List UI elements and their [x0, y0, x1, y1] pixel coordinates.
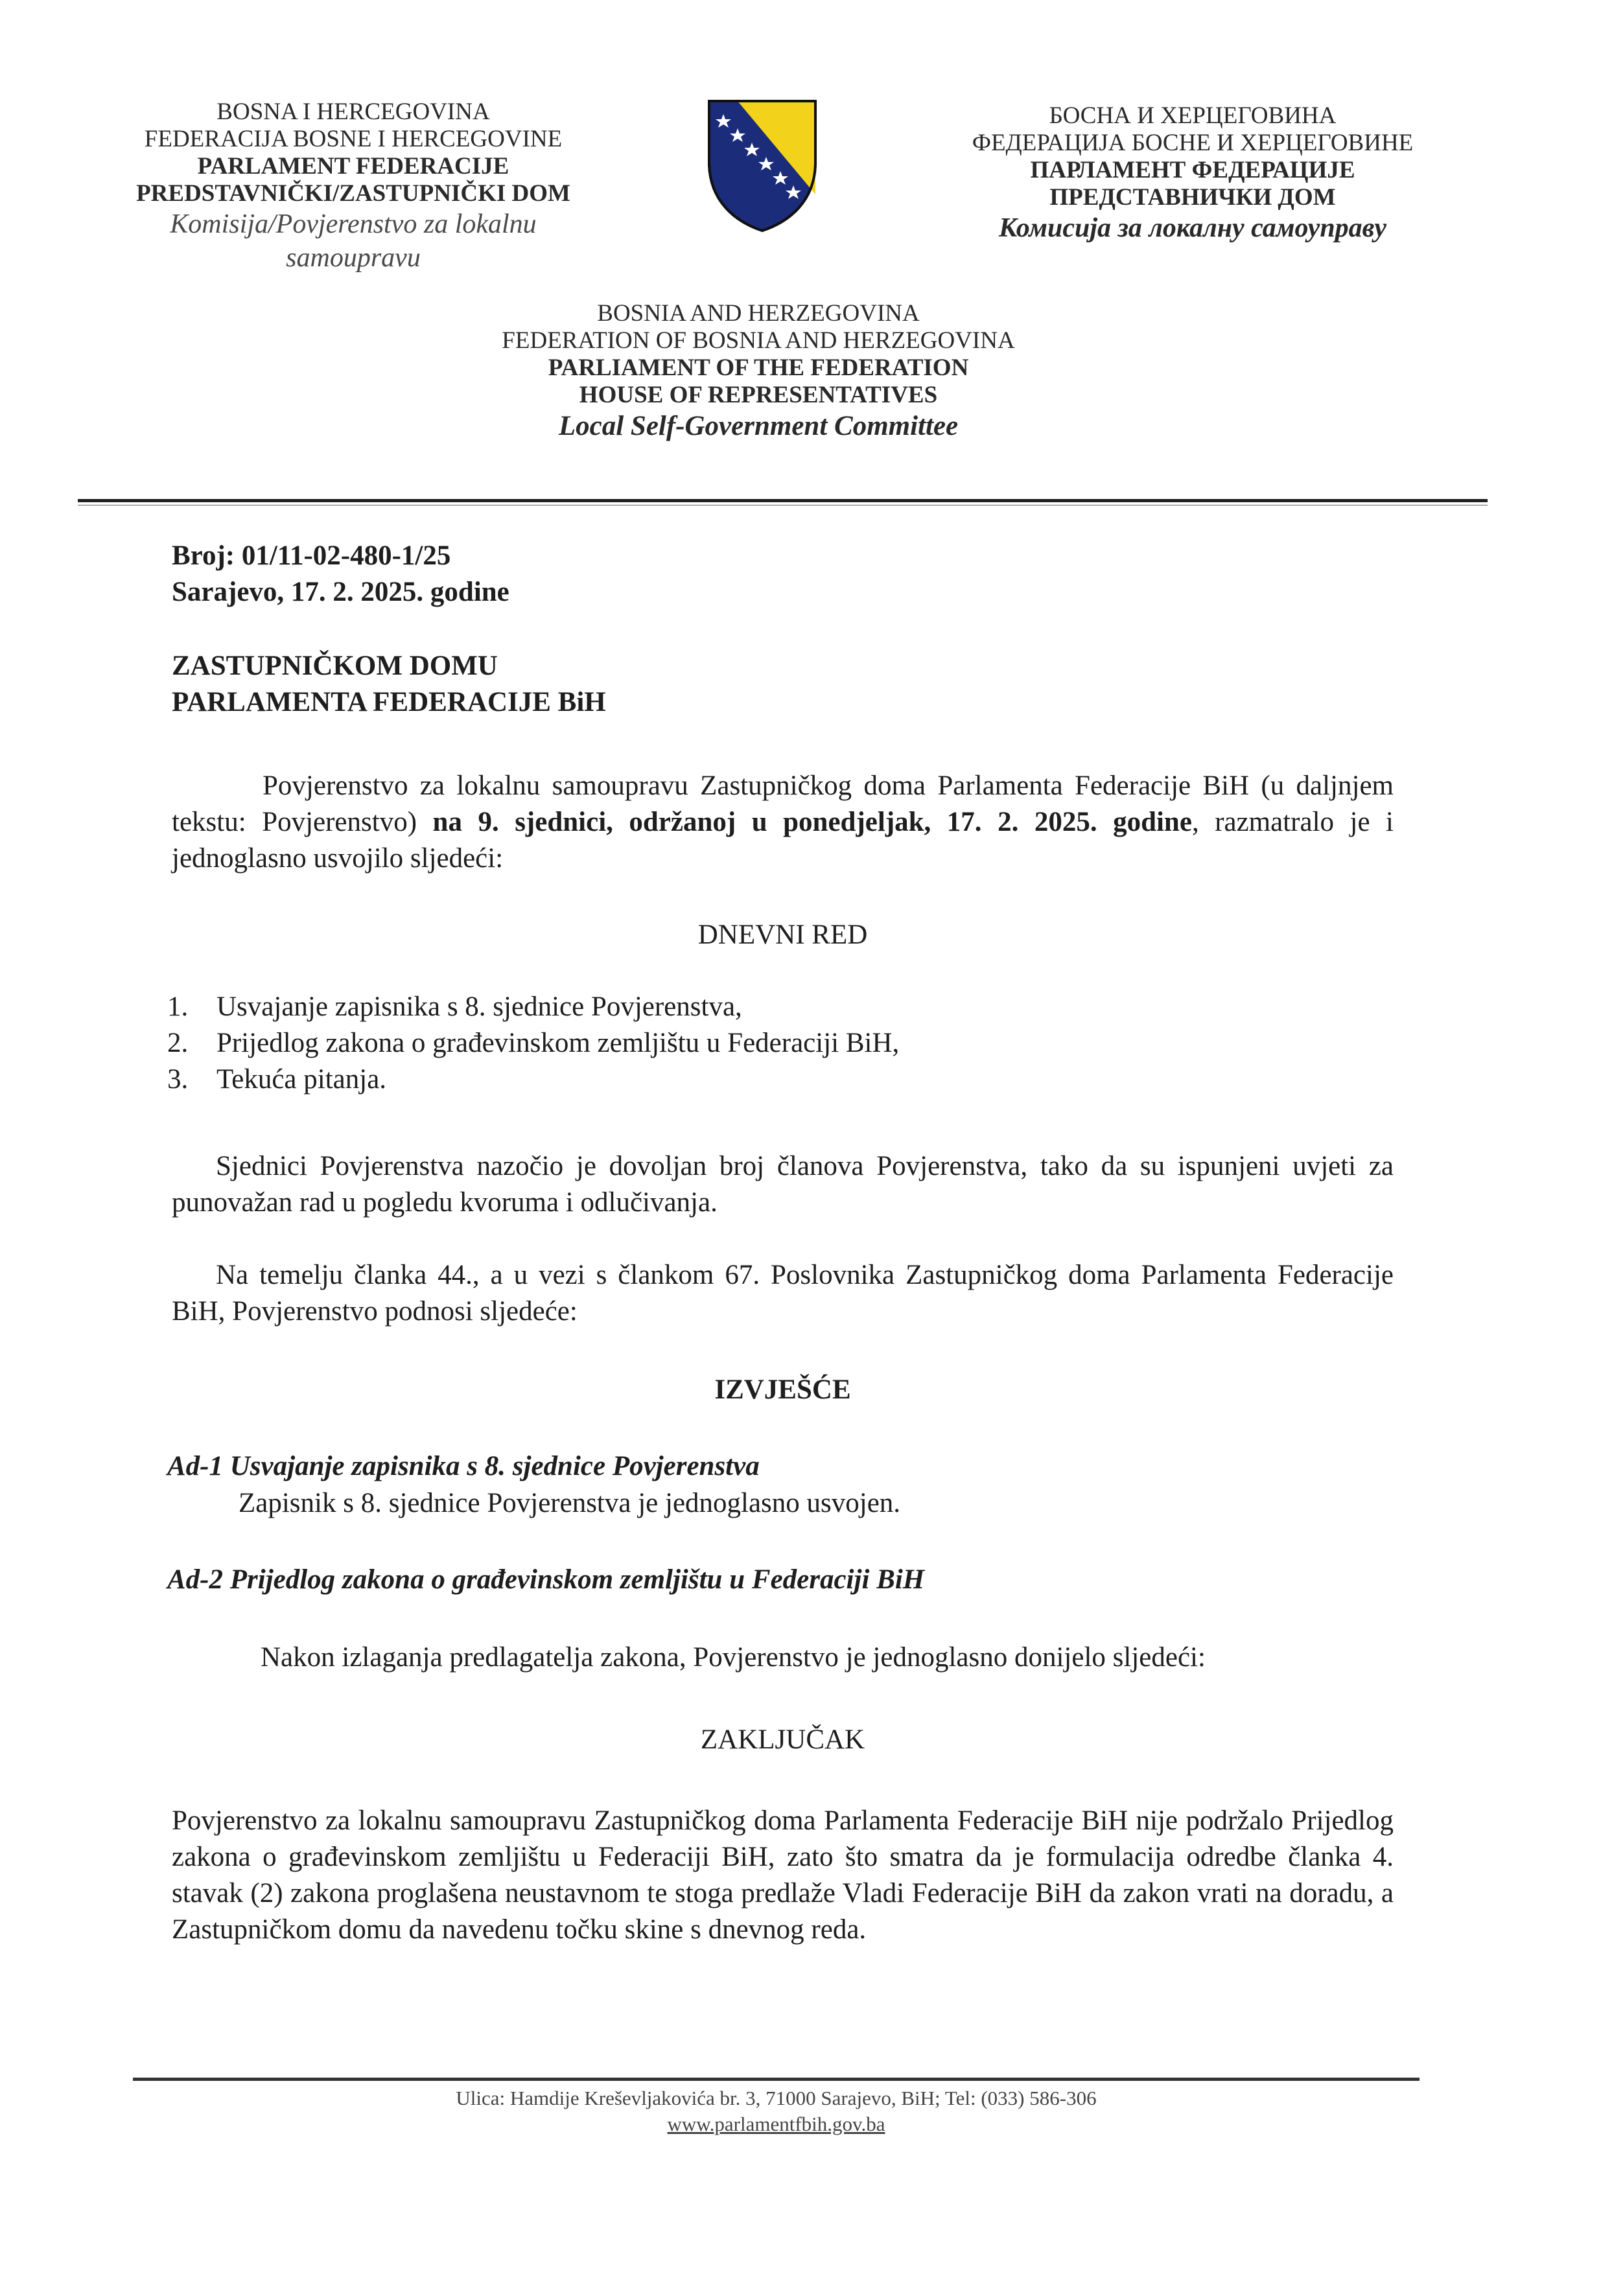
footer-website-link[interactable]: www.parlamentfbih.gov.ba: [667, 2113, 885, 2135]
report-title: IZVJEŠĆE: [714, 1374, 851, 1405]
header-divider: [78, 499, 1488, 502]
header-right-federation: ФЕДЕРАЦИЈА БОСНЕ И ХЕРЦЕГОВИНЕ: [972, 130, 1414, 156]
header-center-committee: Local Self-Government Committee: [558, 411, 959, 441]
header-right-committee: Комисија за локалну самоуправу: [998, 213, 1387, 243]
header-right-block: [933, 102, 1452, 245]
header-left-committee-cont: samoupravu: [286, 243, 421, 273]
reference-block: [172, 538, 1079, 610]
addressee-block: [172, 648, 1079, 721]
agenda-item-number: 3.: [167, 1064, 189, 1095]
agenda-item-number: 1.: [167, 991, 189, 1022]
agenda-item: [167, 989, 1204, 1025]
header-center-house: HOUSE OF REPRESENTATIVES: [579, 382, 938, 408]
header-right-country: БОСНА И ХЕРЦЕГОВИНА: [1049, 102, 1337, 129]
header-center-parliament: PARLIAMENT OF THE FEDERATION: [548, 354, 969, 381]
intro-paragraph: [172, 768, 1394, 877]
conclusion-title: ZAKLJUČAK: [700, 1724, 865, 1755]
footer: [133, 2085, 1420, 2137]
agenda-item: [167, 1061, 1204, 1098]
intro-text-1: Povjerenstvo za lokalnu samoupravu Zastupničkog doma Parlamenta Federacije BiH (u daljnjem tekstu: Povjerenstvo): [172, 771, 1394, 837]
addressee-line-2: PARLAMENTA FEDERACIJE BiH: [172, 687, 606, 717]
agenda-item-text: Tekuća pitanja.: [216, 1064, 387, 1095]
intro-session-info: na 9. sjednici, održanoj u ponedjeljak, 17. 2. 2025. godine: [432, 807, 1192, 837]
header-left-block: [91, 99, 616, 275]
ad1-text: Zapisnik s 8. sjednice Povjerenstva je jednoglasno usvojen.: [239, 1488, 901, 1518]
header-right-house: ПРЕДСТАВНИЧКИ ДОМ: [1049, 184, 1336, 211]
header-left-parliament: PARLAMENT FEDERACIJE: [197, 153, 509, 180]
coat-of-arms-icon: [705, 97, 819, 233]
ad2-heading: Ad-2 Prijedlog zakona o građevinskom zemljištu u Federaciji BiH: [167, 1564, 925, 1595]
footer-divider: [133, 2078, 1420, 2081]
header-right-parliament: ПАРЛАМЕНТ ФЕДЕРАЦИЈЕ: [1030, 157, 1355, 183]
ad1-heading: Ad-1 Usvajanje zapisnika s 8. sjednice Povjerenstva: [167, 1451, 760, 1481]
intro-text-2: , razmatralo je i jednoglasno usvojilo sljedeći:: [172, 807, 1394, 874]
header-center-country: BOSNIA AND HERZEGOVINA: [597, 300, 920, 327]
header-left-house: PREDSTAVNIČKI/ZASTUPNIČKI DOM: [136, 180, 570, 207]
basis-paragraph: Na temelju članka 44., a u vezi s člankom 67. Poslovnika Zastupničkog doma Parlamenta Federacije BiH, Povjerenstvo podnosi sljedeće:: [172, 1260, 1394, 1327]
header-left-country: BOSNA I HERCEGOVINA: [216, 99, 490, 125]
agenda-list: [167, 989, 1204, 1098]
ad2-text: Nakon izlaganja predlagatelja zakona, Povjerenstvo je jednoglasno donijelo sljedeći:: [261, 1642, 1206, 1673]
reference-number: Broj: 01/11-02-480-1/25: [172, 540, 451, 571]
quorum-paragraph: Sjednici Povjerenstva nazočio je dovoljan broj članova Povjerenstva, tako da su ispunjeni uvjeti za punovažan rad u pogledu kvoruma i odlučivanja.: [172, 1151, 1394, 1218]
reference-date: Sarajevo, 17. 2. 2025. godine: [172, 577, 509, 607]
conclusion-paragraph: Povjerenstvo za lokalnu samoupravu Zastupničkog doma Parlamenta Federacije BiH nije podržalo Prijedlog zakona o građevinskom zemljištu u Federaciji BiH, zato što smatra da je formulacija odredbe članka 4. stavak (2) zakona proglašena neustavnom te stoga predlaže Vladi Federacije BiH da zakon vrati na doradu, a Zastupničkom domu da navedenu točku skine s dnevnog reda.: [172, 1805, 1394, 1945]
agenda-item-number: 2.: [167, 1028, 189, 1058]
header-center-federation: FEDERATION OF BOSNIA AND HERZEGOVINA: [502, 327, 1015, 354]
header-center-block: [389, 300, 1128, 444]
agenda-item-text: Usvajanje zapisnika s 8. sjednice Povjerenstva,: [216, 991, 742, 1022]
header-left-committee: Komisija/Povjerenstvo za lokalnu: [170, 209, 537, 239]
footer-address: Ulica: Hamdije Kreševljakovića br. 3, 71000 Sarajevo, BiH; Tel: (033) 586-306: [456, 2087, 1097, 2109]
agenda-item-text: Prijedlog zakona o građevinskom zemljištu u Federaciji BiH,: [216, 1028, 900, 1058]
agenda-item: [167, 1025, 1204, 1061]
header-left-federation: FEDERACIJA BOSNE I HERCEGOVINE: [144, 126, 563, 152]
agenda-title: DNEVNI RED: [697, 920, 868, 950]
addressee-line-1: ZASTUPNIČKOM DOMU: [172, 651, 498, 681]
